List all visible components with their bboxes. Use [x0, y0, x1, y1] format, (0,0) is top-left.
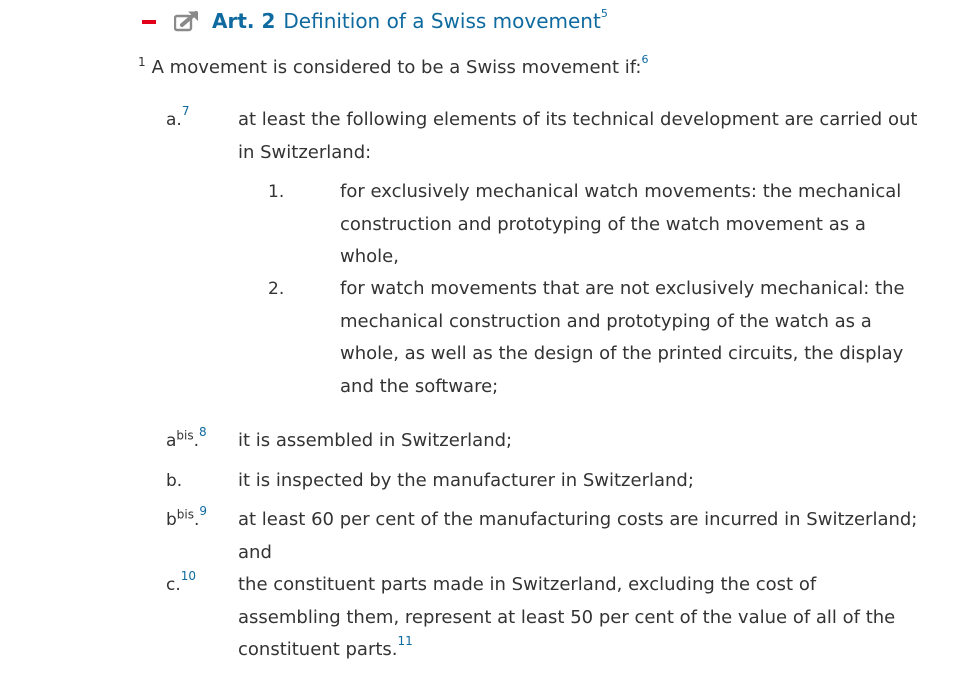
bis-marker: bis	[176, 428, 194, 443]
subitem-text-2: for watch movements that are not exclusively mechanical: the mechanical construction and prototyping of the watch as a whole, as well as the design of the printed circuits, the display and the software;	[340, 278, 905, 397]
article-title	[283, 9, 607, 33]
article-title-text: Definition of a Swiss movement	[283, 9, 601, 33]
item-label-b: b.	[166, 471, 183, 491]
paragraph-number: 1	[138, 55, 146, 69]
item-text-abis: it is assembled in Switzerland;	[238, 430, 513, 451]
item-label-abis	[166, 425, 207, 457]
footnote-link[interactable]: 10	[180, 569, 197, 584]
footnote-link[interactable]: 7	[181, 104, 190, 119]
bis-marker: bis	[176, 507, 194, 522]
item-label-text: a	[166, 431, 177, 451]
item-label-text: b	[166, 510, 177, 530]
item-label-bbis	[166, 504, 207, 536]
paragraph-intro	[138, 53, 649, 80]
external-link-icon[interactable]	[174, 10, 200, 32]
collapse-minus-icon[interactable]	[142, 20, 156, 24]
item-label-a	[166, 104, 189, 136]
item-text-b: it is inspected by the manufacturer in Switzerland;	[238, 470, 694, 491]
item-label-text: c.	[166, 575, 181, 595]
footnote-link[interactable]: 9	[199, 504, 208, 519]
item-label-c	[166, 569, 196, 601]
article-number: Art. 2	[212, 9, 276, 33]
item-text-c	[238, 569, 918, 667]
footnote-link[interactable]: 11	[397, 634, 413, 648]
item-text-c-body: the constituent parts made in Switzerland, excluding the cost of assembling them, represent at least 50 per cent of the value of all of the constituent parts.	[238, 574, 896, 660]
footnote-link[interactable]: 6	[641, 53, 649, 66]
item-text-a: at least the following elements of its technical development are carried out in Switzerland:	[238, 109, 918, 163]
subitem-text-1: for exclusively mechanical watch movements: the mechanical construction and prototyping of the watch movement as a whole,	[340, 181, 902, 267]
paragraph-text: A movement is considered to be a Swiss movement if:	[151, 57, 642, 78]
footnote-link[interactable]: 5	[600, 7, 608, 21]
footnote-link[interactable]: 8	[199, 425, 207, 440]
subitem-label-2: 2.	[268, 279, 285, 299]
article-heading	[142, 6, 608, 36]
item-label-dot: .	[194, 510, 200, 530]
subitem-label-1: 1.	[268, 182, 285, 202]
item-label-text: a.	[166, 110, 182, 130]
item-text-bbis: at least 60 per cent of the manufacturing costs are incurred in Switzerland; and	[238, 509, 918, 563]
item-label-dot: .	[193, 431, 200, 451]
